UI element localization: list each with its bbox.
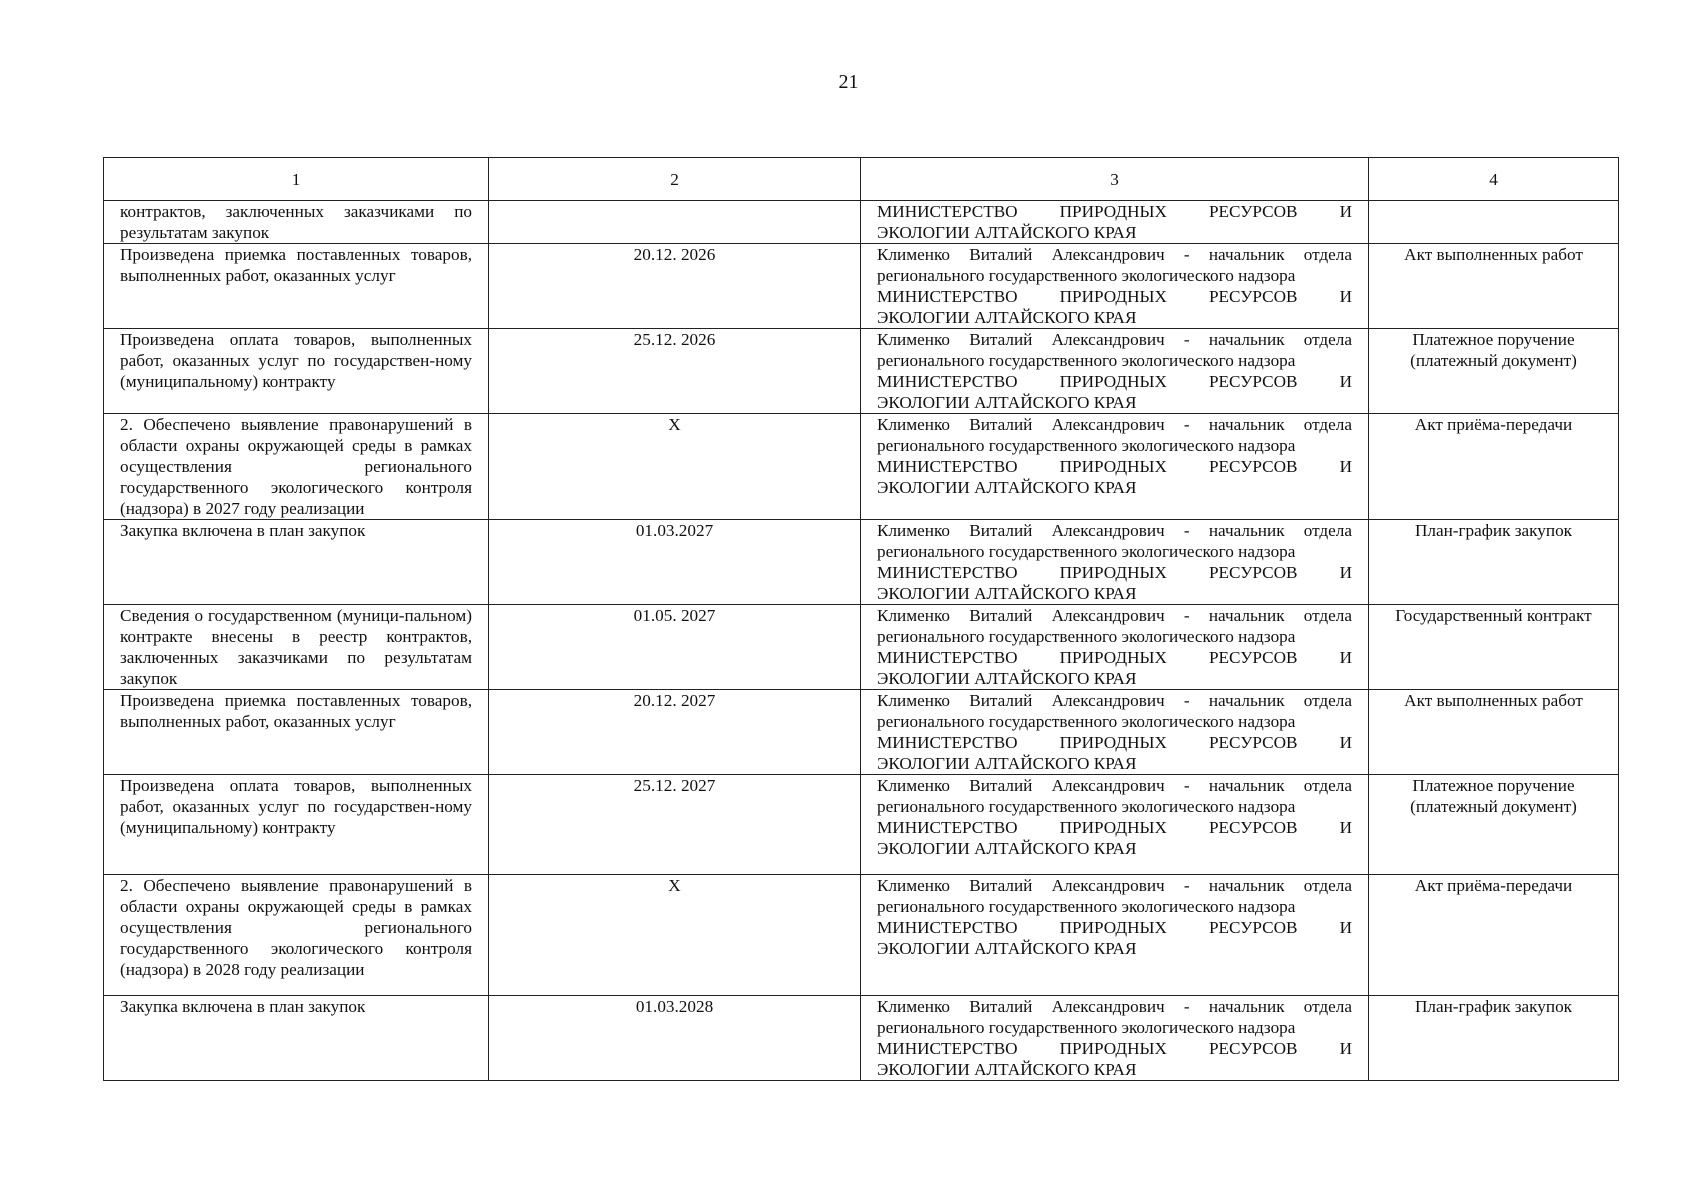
date-cell: X [489, 414, 861, 520]
responsible-person: Клименко Виталий Александрович - начальник отдела регионального государственного экологического надзора [877, 330, 1352, 370]
ministry-name-line2: ЭКОЛОГИИ АЛТАЙСКОГО КРАЯ [877, 669, 1137, 688]
table-row [104, 690, 1619, 775]
responsible-cell [861, 996, 1369, 1081]
ministry-name-line1: МИНИСТЕРСТВО ПРИРОДНЫХ РЕСУРСОВ И [877, 648, 1352, 667]
table-row [104, 244, 1619, 329]
responsible-cell [861, 244, 1369, 329]
responsible-person: Клименко Виталий Александрович - начальник отдела регионального государственного экологического надзора [877, 415, 1352, 455]
document-cell: Государственный контракт [1369, 605, 1619, 690]
date-cell: 01.03.2028 [489, 996, 861, 1081]
column-number-3: 3 [861, 158, 1369, 201]
event-cell: Произведена приемка поставленных товаров, выполненных работ, оказанных услуг [104, 244, 489, 329]
ministry-name-line2: ЭКОЛОГИИ АЛТАЙСКОГО КРАЯ [877, 754, 1137, 773]
event-cell: 2. Обеспечено выявление правонарушений в области охраны окружающей среды в рамках осуществления регионального государственного экологического контроля (надзора) в 2027 году реализации [104, 414, 489, 520]
ministry-name-line2: ЭКОЛОГИИ АЛТАЙСКОГО КРАЯ [877, 478, 1137, 497]
document-cell: Акт приёма-передачи [1369, 875, 1619, 996]
event-cell: Закупка включена в план закупок [104, 996, 489, 1081]
ministry-name-line2: ЭКОЛОГИИ АЛТАЙСКОГО КРАЯ [877, 584, 1137, 603]
event-cell: Произведена приемка поставленных товаров, выполненных работ, оказанных услуг [104, 690, 489, 775]
document-cell: План-график закупок [1369, 520, 1619, 605]
responsible-cell [861, 775, 1369, 875]
table-row [104, 414, 1619, 520]
document-cell [1369, 201, 1619, 244]
event-cell: 2. Обеспечено выявление правонарушений в области охраны окружающей среды в рамках осуществления регионального государственного экологического контроля (надзора) в 2028 году реализации [104, 875, 489, 996]
event-cell: Сведения о государственном (муници-пальном) контракте внесены в реестр контрактов, заключенных заказчиками по результатам закупок [104, 605, 489, 690]
ministry-name-line1: МИНИСТЕРСТВО ПРИРОДНЫХ РЕСУРСОВ И [877, 1039, 1352, 1058]
page-number: 21 [838, 71, 859, 93]
ministry-name-line1: МИНИСТЕРСТВО ПРИРОДНЫХ РЕСУРСОВ И [877, 202, 1352, 221]
responsible-person: Клименко Виталий Александрович - начальник отдела регионального государственного экологического надзора [877, 521, 1352, 561]
event-cell: Произведена оплата товаров, выполненных работ, оказанных услуг по государствен-ному (муниципальному) контракту [104, 775, 489, 875]
table-row [104, 605, 1619, 690]
ministry-name-line1: МИНИСТЕРСТВО ПРИРОДНЫХ РЕСУРСОВ И [877, 372, 1352, 391]
column-number-row [104, 158, 1619, 201]
responsible-cell [861, 520, 1369, 605]
responsible-cell [861, 414, 1369, 520]
table-row [104, 875, 1619, 996]
responsible-person: Клименко Виталий Александрович - начальник отдела регионального государственного экологического надзора [877, 245, 1352, 285]
responsible-cell [861, 605, 1369, 690]
ministry-name-line1: МИНИСТЕРСТВО ПРИРОДНЫХ РЕСУРСОВ И [877, 457, 1352, 476]
ministry-name-line1: МИНИСТЕРСТВО ПРИРОДНЫХ РЕСУРСОВ И [877, 563, 1352, 582]
date-cell: X [489, 875, 861, 996]
date-cell: 20.12. 2026 [489, 244, 861, 329]
document-cell: Платежное поручение (платежный документ) [1369, 775, 1619, 875]
ministry-name-line2: ЭКОЛОГИИ АЛТАЙСКОГО КРАЯ [877, 393, 1137, 412]
document-cell: Акт приёма-передачи [1369, 414, 1619, 520]
responsible-person: Клименко Виталий Александрович - начальник отдела регионального государственного экологического надзора [877, 776, 1352, 816]
document-cell: Акт выполненных работ [1369, 244, 1619, 329]
ministry-name-line2: ЭКОЛОГИИ АЛТАЙСКОГО КРАЯ [877, 223, 1137, 242]
ministry-name-line2: ЭКОЛОГИИ АЛТАЙСКОГО КРАЯ [877, 1060, 1137, 1079]
table-row [104, 520, 1619, 605]
date-cell: 25.12. 2026 [489, 329, 861, 414]
responsible-cell [861, 690, 1369, 775]
column-number-2: 2 [489, 158, 861, 201]
ministry-name-line2: ЭКОЛОГИИ АЛТАЙСКОГО КРАЯ [877, 839, 1137, 858]
responsible-cell [861, 875, 1369, 996]
date-cell: 25.12. 2027 [489, 775, 861, 875]
ministry-name-line1: МИНИСТЕРСТВО ПРИРОДНЫХ РЕСУРСОВ И [877, 818, 1352, 837]
responsible-cell [861, 329, 1369, 414]
table-row [104, 201, 1619, 244]
responsible-person: Клименко Виталий Александрович - начальник отдела регионального государственного экологического надзора [877, 606, 1352, 646]
ministry-name-line1: МИНИСТЕРСТВО ПРИРОДНЫХ РЕСУРСОВ И [877, 287, 1352, 306]
event-cell: Произведена оплата товаров, выполненных работ, оказанных услуг по государствен-ному (муниципальному) контракту [104, 329, 489, 414]
date-cell: 20.12. 2027 [489, 690, 861, 775]
responsible-person: Клименко Виталий Александрович - начальник отдела регионального государственного экологического надзора [877, 691, 1352, 731]
date-cell: 01.03.2027 [489, 520, 861, 605]
implementation-plan-table [103, 157, 1619, 1081]
ministry-name-line2: ЭКОЛОГИИ АЛТАЙСКОГО КРАЯ [877, 308, 1137, 327]
responsible-person: Клименко Виталий Александрович - начальник отдела регионального государственного экологического надзора [877, 997, 1352, 1037]
event-cell: Закупка включена в план закупок [104, 520, 489, 605]
ministry-name-line1: МИНИСТЕРСТВО ПРИРОДНЫХ РЕСУРСОВ И [877, 918, 1352, 937]
document-cell: Акт выполненных работ [1369, 690, 1619, 775]
date-cell [489, 201, 861, 244]
column-number-1: 1 [104, 158, 489, 201]
table-row [104, 996, 1619, 1081]
table-row [104, 329, 1619, 414]
responsible-person: Клименко Виталий Александрович - начальник отдела регионального государственного экологического надзора [877, 876, 1352, 916]
event-cell: контрактов, заключенных заказчиками по результатам закупок [104, 201, 489, 244]
date-cell: 01.05. 2027 [489, 605, 861, 690]
document-cell: План-график закупок [1369, 996, 1619, 1081]
column-number-4: 4 [1369, 158, 1619, 201]
document-cell: Платежное поручение (платежный документ) [1369, 329, 1619, 414]
ministry-name-line2: ЭКОЛОГИИ АЛТАЙСКОГО КРАЯ [877, 939, 1137, 958]
table-row [104, 775, 1619, 875]
ministry-name-line1: МИНИСТЕРСТВО ПРИРОДНЫХ РЕСУРСОВ И [877, 733, 1352, 752]
responsible-cell [861, 201, 1369, 244]
